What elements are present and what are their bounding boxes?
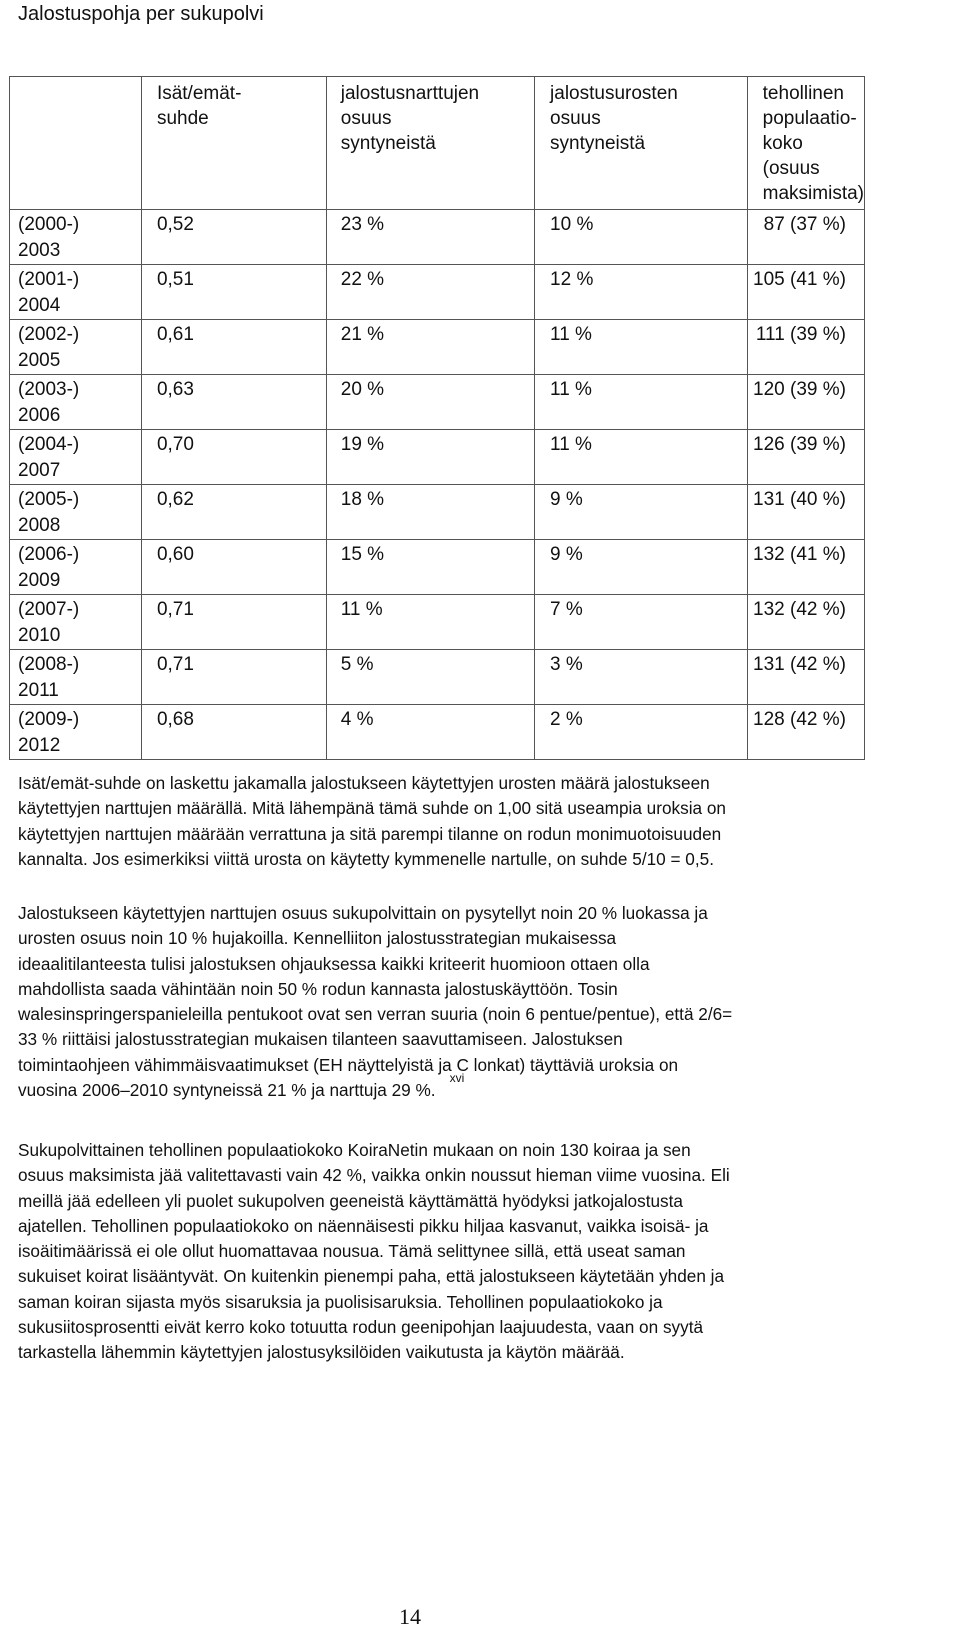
endnote-marker: xvi bbox=[449, 1071, 465, 1086]
paragraph-effective-population: Sukupolvittainen tehollinen populaatiokoko KoiraNetin mukaan on noin 130 koiraa ja sen osuus maksimista jää valitettavasti vain 42 %, vaikka onkin noussut hieman viime vuosina. Eli meillä jää edelleen yli puolet sukupolven geeneistä käyttämättä hyödyksi jatkojalostusta ajatellen. Tehollinen populaatiokoko on näennäisesti pikku hiljaa kasvanut, vaikka isoisä- ja isoäitimäärissä ei ole ollut huomattavaa nousua. Tämä selittynee sillä, että useat saman sukuiset koirat lisääntyvät. On kuitenkin pienempi paha, että jalostukseen käytetään yhden ja saman koiran sijasta myös sisaruksia ja puolisisaruksia. Tehollinen populaatiokoko ja sukusiitosprosentti eivät kerro koko totuutta rodun geenipohjan laajuudesta, vaan on syytä tarkastella lähemmin käytettyjen jalostusyksilöiden vaikutusta ja käytön määrää. bbox=[18, 1140, 730, 1363]
cell-ratio: 0,51 bbox=[141, 265, 326, 320]
cell-ratio: 0,70 bbox=[141, 430, 326, 485]
table-row bbox=[10, 265, 865, 320]
table-row bbox=[10, 210, 865, 265]
cell-effective-population: 131 (40 %) bbox=[747, 485, 864, 540]
cell-female-share: 11 % bbox=[326, 595, 534, 650]
cell-female-share: 4 % bbox=[326, 705, 534, 760]
cell-male-share: 11 % bbox=[535, 430, 748, 485]
cell-ratio: 0,62 bbox=[141, 485, 326, 540]
cell-period: (2009-) 2012 bbox=[10, 705, 142, 760]
cell-male-share: 12 % bbox=[535, 265, 748, 320]
header-ratio: Isät/emät- suhde bbox=[141, 77, 326, 210]
cell-period: (2002-) 2005 bbox=[10, 320, 142, 375]
table-row bbox=[10, 540, 865, 595]
cell-period: (2005-) 2008 bbox=[10, 485, 142, 540]
header-female-share: jalostusnarttujen osuus syntyneistä bbox=[326, 77, 534, 210]
cell-ratio: 0,68 bbox=[141, 705, 326, 760]
table-row bbox=[10, 320, 865, 375]
cell-male-share: 10 % bbox=[535, 210, 748, 265]
paragraph-ratio-explanation: Isät/emät-suhde on laskettu jakamalla jalostukseen käytettyjen urosten määrä jalostukseen käytettyjen narttujen määrällä. Mitä lähempänä tämä suhde on 1,00 sitä useampia uroksia on käytettyjen narttujen määrään verrattuna ja sitä parempi tilanne on rodun monimuotoisuuden kannalta. Jos esimerkiksi viittä urosta on käytetty kymmenelle nartulle, on suhde 5/10 = 0,5. bbox=[18, 773, 726, 869]
cell-effective-population: 120 (39 %) bbox=[747, 375, 864, 430]
paragraph-text: Jalostukseen käytettyjen narttujen osuus sukupolvittain on pysytellyt noin 20 % luokassa ja urosten osuus noin 10 % hujakoilla. Kennelliiton jalostusstrategian mukaisessa ideaalitilanteesta tulisi jalostuksen ohjauksessa kaikki kriteerit huomioon ottaen olla mahdollista saada vähintään noin 50 % rodun kannasta jalostuskäyttöön. Tosin walesinspringerspanieleilla pentukoot ovat sen verran suuria (noin 6 pentue/pentue), että 2/6= 33 % riittäisi jalostusstrategian mukaisen tilanteen saavuttamiseen. Jalostuksen toimintaohjeen vähimmäisvaatimukset (EH näyttelyistä ja C lonkat) täyttäviä uroksia on vuosina 2006–2010 syntyneissä 21 % ja narttuja 29 %. bbox=[18, 903, 733, 1101]
cell-ratio: 0,61 bbox=[141, 320, 326, 375]
cell-male-share: 3 % bbox=[535, 650, 748, 705]
page-heading: Jalostuspohja per sukupolvi bbox=[18, 3, 264, 25]
cell-female-share: 21 % bbox=[326, 320, 534, 375]
cell-male-share: 11 % bbox=[535, 375, 748, 430]
cell-effective-population: 87 (37 %) bbox=[747, 210, 864, 265]
cell-period: (2003-) 2006 bbox=[10, 375, 142, 430]
table-row bbox=[10, 430, 865, 485]
breeding-base-table bbox=[9, 76, 865, 760]
cell-ratio: 0,60 bbox=[141, 540, 326, 595]
cell-female-share: 20 % bbox=[326, 375, 534, 430]
cell-ratio: 0,71 bbox=[141, 595, 326, 650]
cell-male-share: 2 % bbox=[535, 705, 748, 760]
cell-effective-population: 126 (39 %) bbox=[747, 430, 864, 485]
table-row bbox=[10, 375, 865, 430]
cell-ratio: 0,52 bbox=[141, 210, 326, 265]
table-row bbox=[10, 485, 865, 540]
header-effective-population: tehollinen populaatio- koko (osuus maksimista) bbox=[747, 77, 864, 210]
table-row bbox=[10, 595, 865, 650]
cell-effective-population: 128 (42 %) bbox=[747, 705, 864, 760]
cell-period: (2007-) 2010 bbox=[10, 595, 142, 650]
cell-male-share: 9 % bbox=[535, 485, 748, 540]
cell-effective-population: 132 (41 %) bbox=[747, 540, 864, 595]
cell-female-share: 22 % bbox=[326, 265, 534, 320]
cell-female-share: 5 % bbox=[326, 650, 534, 705]
cell-male-share: 7 % bbox=[535, 595, 748, 650]
table-row bbox=[10, 650, 865, 705]
cell-effective-population: 131 (42 %) bbox=[747, 650, 864, 705]
cell-period: (2006-) 2009 bbox=[10, 540, 142, 595]
table-header-row bbox=[10, 77, 865, 210]
cell-period: (2000-) 2003 bbox=[10, 210, 142, 265]
cell-ratio: 0,71 bbox=[141, 650, 326, 705]
cell-female-share: 18 % bbox=[326, 485, 534, 540]
cell-effective-population: 111 (39 %) bbox=[747, 320, 864, 375]
cell-period: (2001-) 2004 bbox=[10, 265, 142, 320]
cell-female-share: 23 % bbox=[326, 210, 534, 265]
header-male-share: jalostusurosten osuus syntyneistä bbox=[535, 77, 748, 210]
cell-female-share: 19 % bbox=[326, 430, 534, 485]
cell-male-share: 9 % bbox=[535, 540, 748, 595]
header-period bbox=[10, 77, 142, 210]
cell-female-share: 15 % bbox=[326, 540, 534, 595]
cell-effective-population: 132 (42 %) bbox=[747, 595, 864, 650]
table-row bbox=[10, 705, 865, 760]
cell-effective-population: 105 (41 %) bbox=[747, 265, 864, 320]
cell-period: (2004-) 2007 bbox=[10, 430, 142, 485]
cell-period: (2008-) 2011 bbox=[10, 650, 142, 705]
cell-male-share: 11 % bbox=[535, 320, 748, 375]
page-number: 14 bbox=[399, 1604, 421, 1629]
cell-ratio: 0,63 bbox=[141, 375, 326, 430]
paragraph-breeding-share bbox=[18, 901, 938, 1105]
